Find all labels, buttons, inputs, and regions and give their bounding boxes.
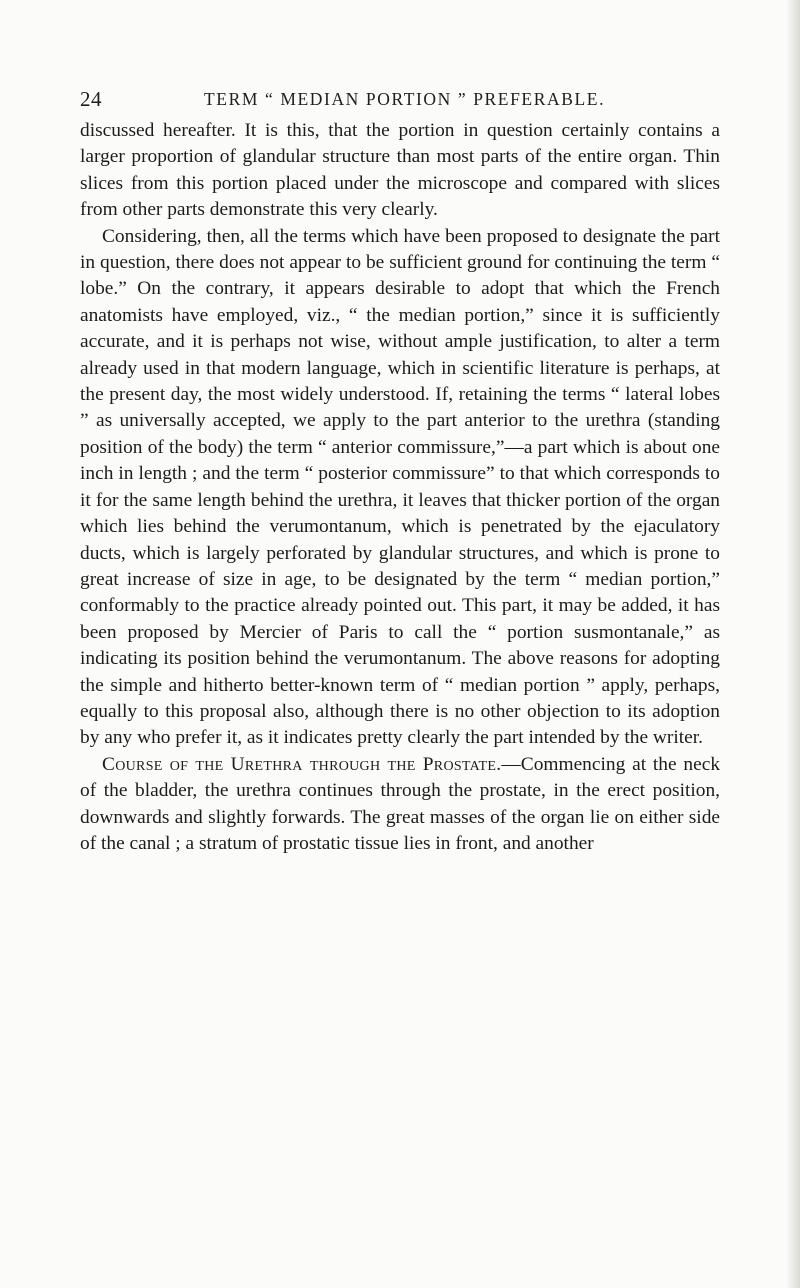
section-heading: Course of the Urethra through the Prostate. — [102, 753, 502, 775]
body-text — [80, 118, 720, 857]
running-head — [80, 87, 720, 117]
page-number: 24 — [80, 87, 102, 111]
page-edge-shadow — [786, 0, 800, 1288]
paragraph-terms: Considering, then, all the terms which have been proposed to designate the part in question, there does not appear to be sufficient ground for continuing the term “ lobe.” On the contrary, it appears desirable to adopt that which the French anatomists have employed, viz., “ the median portion,” since it is sufficiently accurate, and it is perhaps not wise, without ample justification, to alter a term already used in that modern language, which in scientific literature is perhaps, at the present day, the most widely understood. If, retaining the terms “ lateral lobes ” as universally accepted, we apply to the part anterior to the urethra (standing position of the body) the term “ anterior commissure,”—a part which is about one inch in length ; and the term “ posterior commissure” to that which corresponds to it for the same length behind the urethra, it leaves that thicker portion of the organ which lies behind the verumontanum, which is penetrated by the ejaculatory ducts, which is largely perforated by glandular structures, and which is prone to great increase of size in age, to be designated by the term “ median portion,” conformably to the practice already pointed out. This part, it may be added, it has been proposed by Mercier of Paris to call the “ portion susmontanale,” as indicating its position behind the verumontanum. The above reasons for adopting the simple and hitherto better-known term of “ median portion ” apply, perhaps, equally to this proposal also, although there is no other objection to its adoption by any who prefer it, as it indicates pretty clearly the part intended by the writer. — [80, 225, 720, 749]
section-text: —Commencing at the neck of the bladder, the urethra continues through the prostate, in the erect position, downwards and slightly forwards. The great masses of the organ lie on either side of the canal ; a stratum of prostatic tissue lies in front, and another — [80, 753, 721, 854]
running-title: TERM “ MEDIAN PORTION ” PREFERABLE. — [204, 89, 606, 109]
paragraph-continuation: discussed hereafter. It is this, that the portion in question certainly contains a larger proportion of glandular structure than most parts of the entire organ. Thin slices from this portion placed under the microscope and compared with slices from other parts demonstrate this very clearly. — [80, 120, 720, 221]
paragraph-course-of-urethra — [80, 752, 720, 858]
